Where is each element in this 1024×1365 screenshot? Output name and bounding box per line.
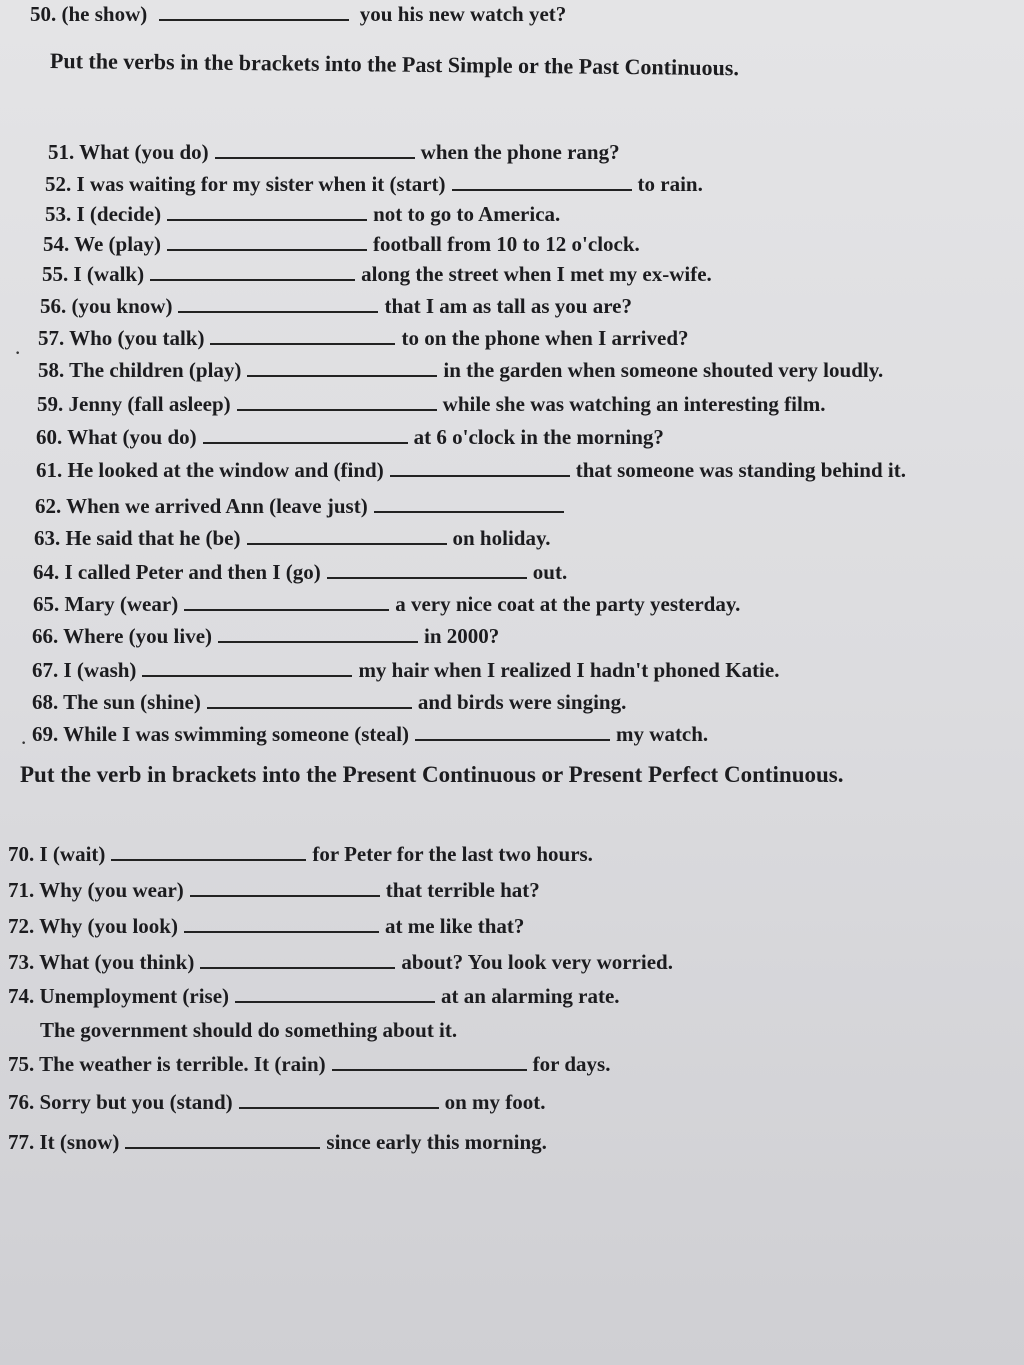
- exercise-item: [45, 172, 703, 197]
- answer-blank[interactable]: [247, 542, 447, 545]
- question-tail: for days.: [532, 1052, 611, 1076]
- question-tail: along the street when I met my ex-wife.: [361, 262, 712, 286]
- section-heading-present: Put the verb in brackets into the Present Continuous or Present Perfect Continuous.: [20, 762, 844, 787]
- margin-dot: ·: [20, 730, 28, 755]
- exercise-item: [36, 425, 664, 450]
- question-tail: and birds were singing.: [417, 690, 627, 714]
- question-tail: my hair when I realized I hadn't phoned Katie.: [358, 658, 780, 682]
- question-number: 69.: [32, 722, 59, 746]
- answer-blank[interactable]: [184, 930, 379, 933]
- exercise-item: [34, 526, 551, 551]
- question-prompt: I (walk): [73, 262, 145, 286]
- answer-blank[interactable]: [247, 374, 437, 377]
- question-prompt: I (wait): [39, 842, 106, 866]
- question-prompt: Unemployment (rise): [39, 984, 230, 1008]
- question-tail: to on the phone when I arrived?: [401, 326, 689, 350]
- question-tail: that I am as tall as you are?: [384, 294, 632, 318]
- exercise-item: [35, 494, 570, 519]
- exercise-item: [8, 914, 524, 939]
- question-tail: that someone was standing behind it.: [575, 458, 906, 482]
- answer-blank[interactable]: [327, 576, 527, 579]
- question-prompt: Sorry but you (stand): [39, 1090, 233, 1114]
- answer-blank[interactable]: [125, 1146, 320, 1149]
- answer-blank[interactable]: [237, 408, 437, 411]
- question-tail: out.: [532, 560, 568, 584]
- exercise-item: [8, 1090, 546, 1115]
- question-tail: in 2000?: [424, 624, 500, 648]
- answer-blank[interactable]: [203, 441, 408, 444]
- question-prompt: What (you do): [67, 425, 197, 449]
- question-prompt: When we arrived Ann (leave just): [66, 494, 368, 518]
- answer-blank[interactable]: [332, 1068, 527, 1071]
- question-number: 54.: [43, 232, 70, 256]
- question-tail: a very nice coat at the party yesterday.: [395, 592, 741, 616]
- answer-blank[interactable]: [210, 342, 395, 345]
- question-tail: at 6 o'clock in the morning?: [413, 425, 664, 449]
- question-number: 51.: [48, 140, 75, 164]
- top-line: [30, 2, 566, 27]
- question-number: 62.: [35, 494, 62, 518]
- question-prompt: Who (you talk): [69, 326, 205, 350]
- question-prompt: Why (you look): [39, 914, 178, 938]
- question-tail: in the garden when someone shouted very loudly.: [443, 358, 884, 382]
- question-number: 67.: [32, 658, 59, 682]
- exercise-item: [48, 140, 620, 165]
- question-number: 53.: [45, 202, 72, 226]
- question-prompt: (you know): [71, 294, 173, 318]
- exercise-item: [45, 202, 560, 227]
- answer-blank[interactable]: [218, 640, 418, 643]
- question-number: 74.: [8, 984, 35, 1008]
- question-prompt: The government should do something about it.: [40, 1018, 458, 1042]
- question-number: 55.: [42, 262, 69, 286]
- question-prompt: Mary (wear): [64, 592, 179, 616]
- question-number: 60.: [36, 425, 63, 449]
- question-prompt: He looked at the window and (find): [67, 458, 384, 482]
- question-number: 76.: [8, 1090, 35, 1114]
- answer-blank[interactable]: [150, 278, 355, 281]
- exercise-item: [40, 294, 632, 319]
- question-tail: that terrible hat?: [385, 878, 540, 902]
- question-tail: for Peter for the last two hours.: [312, 842, 593, 866]
- question-number: 63.: [34, 526, 61, 550]
- answer-blank[interactable]: [178, 310, 378, 313]
- exercise-item: [43, 232, 640, 257]
- question-number: 72.: [8, 914, 35, 938]
- exercise-item: [32, 658, 779, 683]
- question-tail: since early this morning.: [326, 1130, 547, 1154]
- question-number: 70.: [8, 842, 35, 866]
- question-number: 66.: [32, 624, 59, 648]
- answer-blank[interactable]: [167, 248, 367, 251]
- question-prompt: I called Peter and then I (go): [64, 560, 321, 584]
- question-prompt: I (wash): [63, 658, 137, 682]
- question-number: 77.: [8, 1130, 35, 1154]
- margin-dot: ·: [14, 340, 22, 365]
- question-number: 71.: [8, 878, 35, 902]
- exercise-item: [32, 722, 708, 747]
- answer-blank[interactable]: [190, 894, 380, 897]
- exercise-item: [37, 392, 826, 417]
- answer-blank[interactable]: [415, 738, 610, 741]
- question-tail: on holiday.: [452, 526, 551, 550]
- question-prompt: What (you think): [39, 950, 195, 974]
- question-prompt: Jenny (fall asleep): [68, 392, 231, 416]
- answer-blank[interactable]: [215, 156, 415, 159]
- question-tail: at me like that?: [384, 914, 525, 938]
- exercise-item: [8, 1130, 547, 1155]
- exercise-item: [36, 458, 906, 483]
- answer-blank[interactable]: [235, 1000, 435, 1003]
- exercise-item: [42, 262, 712, 287]
- question-prompt: What (you do): [79, 140, 209, 164]
- question-tail: to rain.: [637, 172, 703, 196]
- answer-blank[interactable]: [184, 608, 389, 611]
- exercise-item: [32, 624, 499, 649]
- question-prompt: The weather is terrible. It (rain): [39, 1052, 326, 1076]
- question-tail: my watch.: [616, 722, 709, 746]
- exercise-item: [38, 326, 689, 351]
- exercise-item: [8, 842, 593, 867]
- exercise-item: [8, 1052, 610, 1077]
- exercise-item: [40, 1018, 457, 1043]
- question-tail: you his new watch yet?: [359, 2, 567, 26]
- question-prompt: It (snow): [39, 1130, 120, 1154]
- question-tail: not to go to America.: [373, 202, 561, 226]
- answer-blank[interactable]: [111, 858, 306, 861]
- question-prompt: Why (you wear): [39, 878, 184, 902]
- question-tail: when the phone rang?: [420, 140, 620, 164]
- question-tail: about? You look very worried.: [401, 950, 673, 974]
- question-tail: at an alarming rate.: [441, 984, 620, 1008]
- question-prompt: He said that he (be): [65, 526, 241, 550]
- question-number: 56.: [40, 294, 67, 318]
- question-number: 68.: [32, 690, 59, 714]
- question-prompt: We (play): [74, 232, 162, 256]
- exercise-item: [8, 878, 540, 903]
- question-prompt: I (decide): [76, 202, 162, 226]
- exercise-item: [8, 984, 620, 1009]
- question-tail: while she was watching an interesting film.: [442, 392, 826, 416]
- question-tail: football from 10 to 12 o'clock.: [373, 232, 640, 256]
- exercise-item: [8, 950, 673, 975]
- answer-blank[interactable]: [207, 706, 412, 709]
- section-heading-past: Put the verbs in the brackets into the Past Simple or the Past Continuous.: [49, 48, 740, 81]
- answer-blank[interactable]: [374, 510, 564, 513]
- question-number: 59.: [37, 392, 64, 416]
- exercise-item: [32, 690, 626, 715]
- question-prompt: While I was swimming someone (steal): [63, 722, 410, 746]
- question-number: 57.: [38, 326, 65, 350]
- question-prompt: Where (you live): [63, 624, 213, 648]
- answer-blank[interactable]: [239, 1106, 439, 1109]
- question-number: 61.: [36, 458, 63, 482]
- question-number: 52.: [45, 172, 72, 196]
- answer-blank[interactable]: [452, 188, 632, 191]
- question-number: 65.: [33, 592, 60, 616]
- exercise-item: [38, 358, 883, 383]
- question-prompt: The children (play): [69, 358, 242, 382]
- answer-blank[interactable]: [142, 674, 352, 677]
- answer-blank[interactable]: [159, 18, 349, 21]
- exercise-item: [33, 560, 567, 585]
- question-number: 73.: [8, 950, 35, 974]
- question-prompt: The sun (shine): [63, 690, 201, 714]
- exercise-item: [33, 592, 740, 617]
- answer-blank[interactable]: [200, 966, 395, 969]
- question-number: 50. (he show): [30, 2, 148, 26]
- question-number: 75.: [8, 1052, 35, 1076]
- answer-blank[interactable]: [167, 218, 367, 221]
- question-number: 58.: [38, 358, 65, 382]
- question-prompt: I was waiting for my sister when it (start): [76, 172, 446, 196]
- question-number: 64.: [33, 560, 60, 584]
- question-tail: on my foot.: [444, 1090, 546, 1114]
- answer-blank[interactable]: [390, 474, 570, 477]
